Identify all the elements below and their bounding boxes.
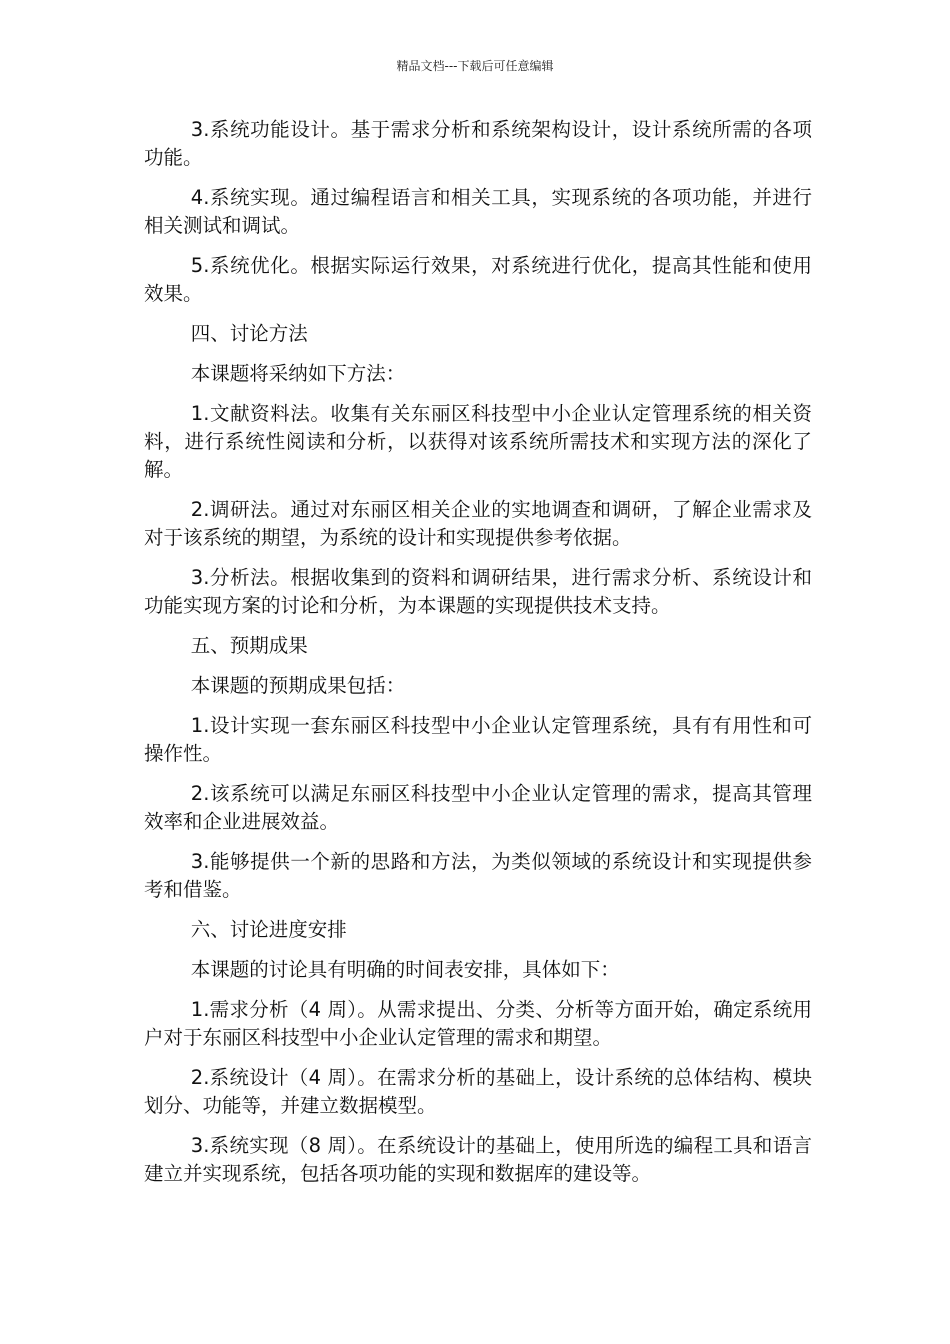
- paragraph-methods-intro: 本课题将采纳如下方法：: [190, 362, 406, 385]
- paragraph-system-implementation: 4.系统实现。通过编程语言和相关工具，实现系统的各项功能，并进行相关测试和调试。: [144, 186, 812, 237]
- paragraph-results-intro: 本课题的预期成果包括：: [190, 674, 406, 697]
- paragraph-survey-method: 2.调研法。通过对东丽区相关企业的实地调查和调研，了解企业需求及对于该系统的期望，为系统的设计和实现提供参考依据。: [144, 498, 812, 549]
- section-heading-expected-results: 五、预期成果: [190, 634, 308, 657]
- paragraph-result-2: 2.该系统可以满足东丽区科技型中小企业认定管理的需求，提高其管理效率和企业进展效益。: [144, 782, 812, 833]
- paragraph-schedule-implementation: 3.系统实现（8 周）。在系统设计的基础上，使用所选的编程工具和语言建立并实现系统，包括各项功能的实现和数据库的建设等。: [144, 1134, 812, 1185]
- paragraph-system-optimization: 5.系统优化。根据实际运行效果，对系统进行优化，提高其性能和使用效果。: [144, 254, 812, 305]
- paragraph-analysis-method: 3.分析法。根据收集到的资料和调研结果，进行需求分析、系统设计和功能实现方案的讨论和分析，为本课题的实现提供技术支持。: [144, 566, 812, 617]
- paragraph-schedule-intro: 本课题的讨论具有明确的时间表安排，具体如下：: [190, 958, 620, 981]
- page-header: 精品文档---下载后可任意编辑: [396, 59, 554, 73]
- paragraph-result-3: 3.能够提供一个新的思路和方法，为类似领域的系统设计和实现提供参考和借鉴。: [144, 850, 812, 901]
- section-heading-methods: 四、讨论方法: [190, 322, 308, 345]
- document-body: [144, 116, 812, 1200]
- paragraph-schedule-requirements: 1.需求分析（4 周）。从需求提出、分类、分析等方面开始，确定系统用户对于东丽区科技型中小企业认定管理的需求和期望。: [144, 998, 812, 1049]
- paragraph-function-design: 3.系统功能设计。基于需求分析和系统架构设计，设计系统所需的各项功能。: [144, 118, 812, 169]
- paragraph-schedule-design: 2.系统设计（4 周）。在需求分析的基础上，设计系统的总体结构、模块划分、功能等，并建立数据模型。: [144, 1066, 812, 1117]
- paragraph-result-1: 1.设计实现一套东丽区科技型中小企业认定管理系统，具有有用性和可操作性。: [144, 714, 812, 765]
- paragraph-literature-method: 1.文献资料法。收集有关东丽区科技型中小企业认定管理系统的相关资料，进行系统性阅读和分析，以获得对该系统所需技术和实现方法的深化了解。: [144, 402, 812, 481]
- section-heading-schedule: 六、讨论进度安排: [190, 918, 347, 941]
